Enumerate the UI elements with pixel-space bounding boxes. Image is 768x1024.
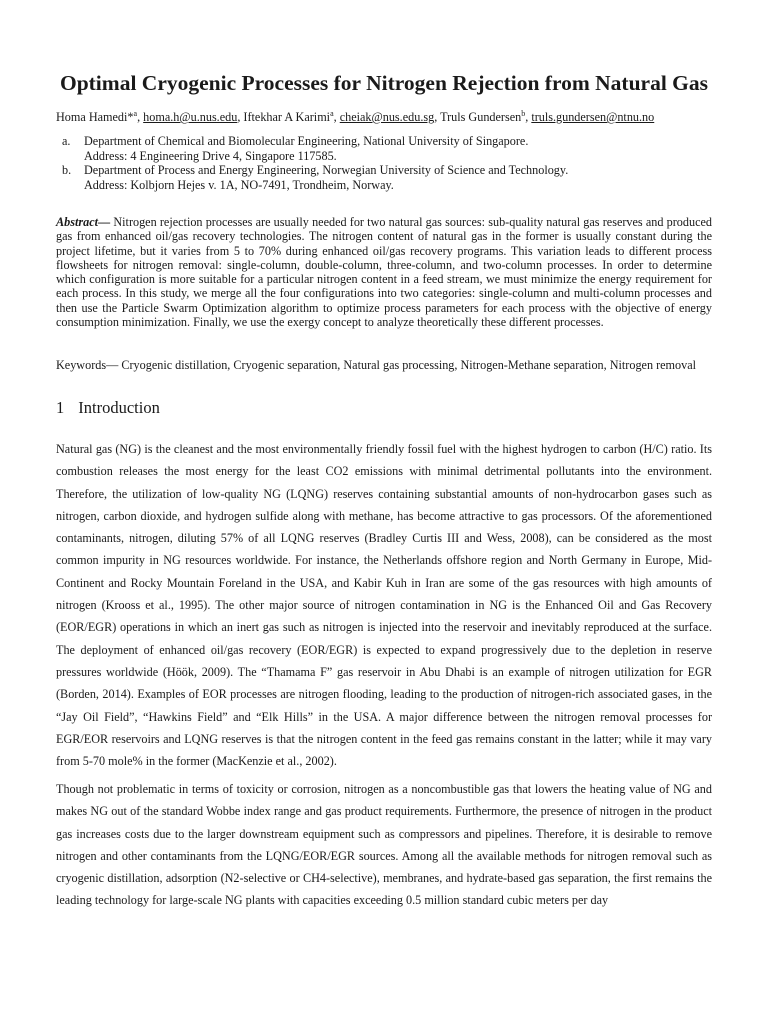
body-paragraph: Though not problematic in terms of toxicity or corrosion, nitrogen as a noncombustible gas that lowers the heating value of NG and makes NG out of the standard Wobbe index range and gas product requirements. Furthermore, the presence of nitrogen in the product gas increases costs due to the larger downstream equipment such as compressors and pipelines. Therefore, it is desirable to remove nitrogen and other contaminants from the LQNG/EOR/EGR sources. Among all the available methods for nitrogen removal such as cryogenic distillation, adsorption (N2-selective or CH4-selective), membranes, and hydrate-based gas separation, the first remains the leading technology for large-scale NG plants with capacities exceeding 0.5 million standard cubic meters per day — [56, 782, 712, 908]
author-name: Truls Gundersen — [440, 110, 522, 124]
keywords — [56, 357, 728, 373]
abstract — [56, 215, 712, 329]
affiliation-department: Department of Process and Energy Engineering, Norwegian University of Science and Technology. — [84, 163, 569, 177]
section-heading — [56, 397, 160, 419]
author-email-link[interactable]: truls.gundersen@ntnu.no — [531, 110, 655, 124]
affiliations — [56, 134, 728, 192]
author-email-link[interactable]: cheiak@nus.edu.sg — [339, 110, 435, 124]
author-email-link[interactable]: homa.h@u.nus.edu — [143, 110, 238, 124]
affiliation-address: Address: 4 Engineering Drive 4, Singapore 117585. — [84, 148, 337, 163]
author-affiliation-mark: a — [330, 108, 334, 118]
affiliation-address: Address: Kolbjorn Hejes v. 1A, NO-7491, Trondheim, Norway. — [84, 177, 394, 192]
abstract-text: Nitrogen rejection processes are usually needed for two natural gas sources: sub-quality natural gas reserves and produced gas from enhanced oil/gas recovery technologies. The nitrogen content of natural gas in the former is usually constant during the project lifetime, but it varies from 5 to 70% during enhanced oil/gas recovery programs. This variation leads to different process flowsheets for nitrogen removal: single-column, double-column, three-column, and two-column processes. In order to determine which configuration is more suitable for a particular nitrogen content in a feed stream, we must minimize the energy requirement for each process. In this study, we merge all the four configurations into two categories: single-column and multi-column processes and then use the Particle Swarm Optimization algorithm to optimize process parameters for each process with the objective of energy consumption minimization. Finally, we use the exergy concept to analyze theoretically these different processes. — [56, 215, 712, 330]
author-name: Iftekhar A Karimi — [243, 110, 331, 124]
section-title: Introduction — [78, 398, 160, 417]
affiliation-mark: b. — [62, 163, 72, 177]
body-paragraph: Natural gas (NG) is the cleanest and the most environmentally friendly fossil fuel with the highest hydrogen to carbon (H/C) ratio. Its combustion releases the most energy for the least CO2 emissions with minimal detrimental pollutants into the environment. Therefore, the utilization of low-quality NG (LQNG) reserves containing substantial amounts of non-hydrocarbon gases such as nitrogen, carbon dioxide, and hydrogen sulfide along with methane, has become attractive to gas processors. Of the aforementioned contaminants, nitrogen, diluting 57% of all LQNG reserves (Bradley Curtis III and Wess, 2008), can be considered as the most common impurity in NG resources worldwide. For instance, the Netherlands offshore region and North Germany in Europe, Mid-Continent and Rocky Mountain Foreland in the USA, and Kabir Kuh in Iran are some of the gas resources with high amounts of nitrogen (Krooss et al., 1995). The other major source of nitrogen contamination in NG is the Enhanced Oil and Gas Recovery (EOR/EGR) operations in which an inert gas such as nitrogen is injected into the reservoir and inevitably reproduced at the surface. The deployment of enhanced oil/gas recovery (EOR/EGR) is expected to expand progressively due to the depletion in reserve pressures worldwide (Höök, 2009). The “Thamama F” gas reservoir in Abu Dhabi is an example of nitrogen utilization for EGR (Borden, 2014). Examples of EOR processes are nitrogen flooding, leading to the production of nitrogen-rich associated gases, in the “Jay Oil Field”, “Hawkins Field” and “Elk Hills” in the USA. A major difference between the nitrogen removal processes for EGR/EOR reservoirs and LQNG reserves is that the nitrogen content in the feed gas remains constant in the latter; while it may vary from 5-70 mole% in the former (MacKenzie et al., 2002). — [56, 442, 712, 769]
abstract-heading: Abstract— — [56, 215, 111, 229]
affiliation-mark: a. — [62, 134, 71, 148]
paper-title: Optimal Cryogenic Processes for Nitrogen Rejection from Natural Gas — [59, 71, 709, 95]
author-line: Homa Hamedi*$^a$, homa.h@u.nus.edu, Iftekhar A Karimi$^a$, cheiak@nus.edu.sg, Truls Gundersen$^b$, truls.gundersen@ntnu.no — [56, 108, 655, 124]
keywords-heading: Keywords— — [56, 358, 119, 372]
author-affiliation-mark: b — [521, 108, 526, 118]
affiliation-item — [56, 134, 728, 163]
author-affiliation-mark: a — [133, 108, 138, 118]
keywords-text: Cryogenic distillation, Cryogenic separation, Natural gas processing, Nitrogen-Methane separation, Nitrogen removal — [118, 358, 697, 372]
author-name: Homa Hamedi* — [56, 110, 134, 124]
affiliation-item — [56, 163, 728, 192]
section-number: 1 — [56, 398, 65, 417]
affiliation-department: Department of Chemical and Biomolecular Engineering, National University of Singapore. — [84, 134, 529, 148]
